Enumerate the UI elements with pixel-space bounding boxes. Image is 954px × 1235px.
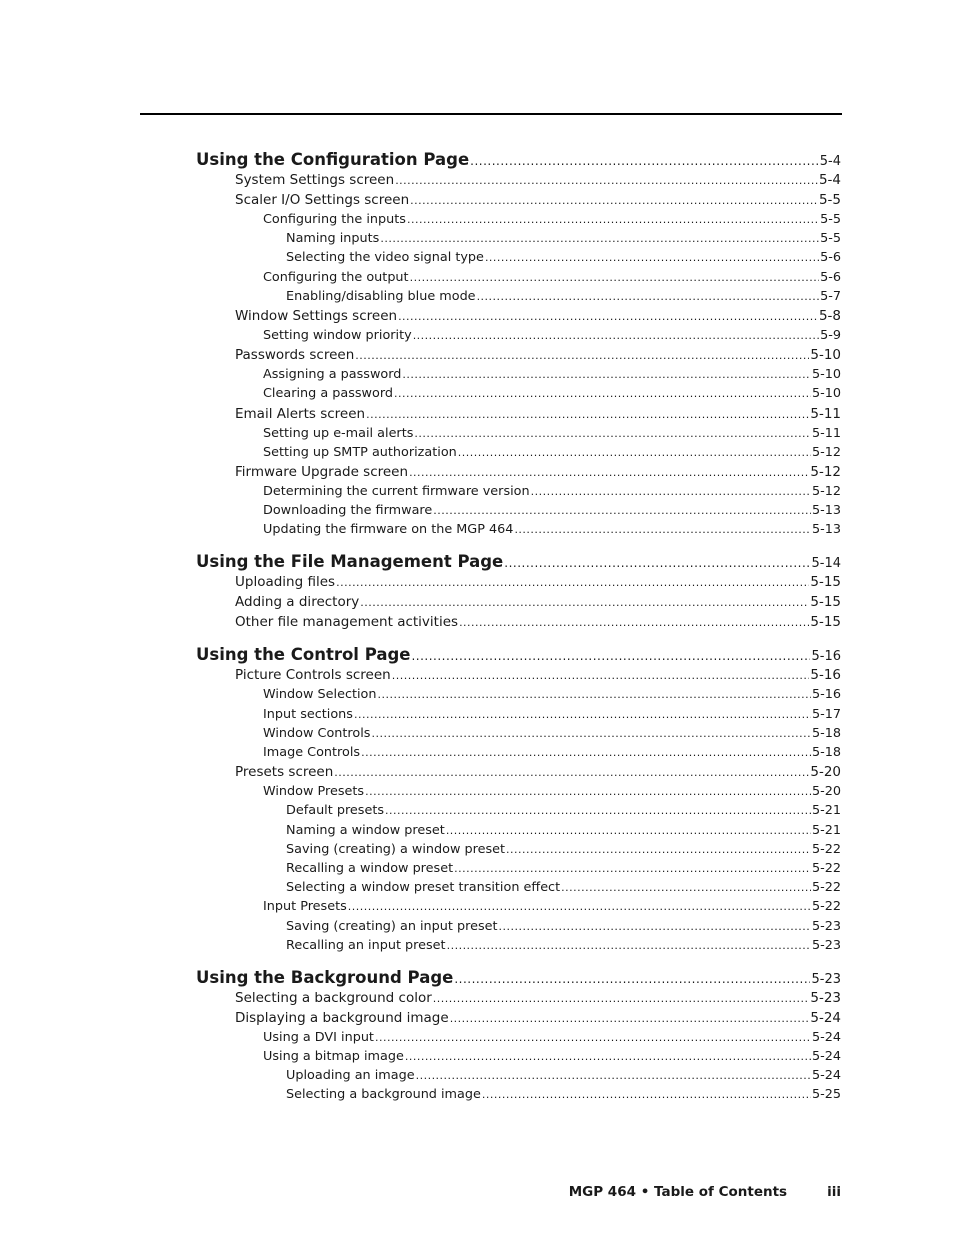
dot-leader [402,365,811,384]
toc-entry-title: Window Selection [263,687,377,703]
toc-entry-page: 5-4 [819,154,841,169]
toc-entry[interactable] [196,424,841,443]
dot-leader [334,762,809,783]
dot-leader [477,287,820,306]
dot-leader [506,840,811,859]
toc-entry-page: 5-11 [810,405,841,422]
toc-entry[interactable] [196,170,841,190]
toc-entry-title: Window Settings screen [235,307,398,324]
footer-page-number: iii [827,1184,841,1200]
dot-leader [459,612,809,633]
toc-entry-page: 5-13 [811,503,841,519]
toc-entry-title: Adding a directory [235,594,360,611]
dot-leader [385,801,811,820]
toc-entry[interactable] [196,572,841,592]
dot-leader [410,268,820,287]
dot-leader [354,705,811,724]
dot-leader [561,878,811,897]
toc-entry-title: Setting up SMTP authorization [263,444,457,460]
toc-entry[interactable] [196,801,841,820]
toc-entry-page: 5-23 [810,989,841,1006]
toc-entry-page: 5-6 [820,269,841,285]
toc-entry-title: Using the Configuration Page [196,150,470,169]
dot-leader [411,645,810,666]
toc-entry-page: 5-13 [811,522,841,538]
dot-leader [433,501,811,520]
toc-entry-page: 5-22 [811,880,841,896]
toc-entry-page: 5-12 [811,444,841,460]
page-footer [500,1184,841,1200]
toc-entry-title: Configuring the inputs [263,212,406,227]
toc-entry[interactable] [196,501,841,520]
dot-leader [454,859,811,878]
toc-entry[interactable] [196,210,841,229]
toc-entry-page: 5-5 [818,192,841,208]
toc-entry-page: 5-16 [811,649,841,665]
top-rule [140,113,842,115]
toc-entry[interactable] [196,268,841,287]
dot-leader [375,1028,811,1047]
toc-entry-page: 5-23 [811,918,841,934]
toc-entry-title: Selecting a background image [286,1087,481,1103]
toc-entry[interactable] [196,821,841,840]
dot-leader [355,345,809,366]
toc-entry-page: 5-5 [820,231,841,247]
toc-entry-page: 5-22 [811,860,841,876]
toc-entry-page: 5-20 [810,764,841,781]
toc-entry[interactable] [196,988,841,1008]
toc-entry[interactable] [196,384,841,403]
toc-entry-title: Displaying a background image [235,1009,449,1026]
toc-entry-page: 5-9 [820,327,841,343]
toc-entry-page: 5-18 [811,725,841,741]
toc-entry[interactable] [196,897,841,916]
toc-entry[interactable] [196,1066,841,1085]
toc-entry-page: 5-23 [811,937,841,953]
toc-entry-title: Selecting a window preset transition effect [286,880,561,896]
dot-leader [392,665,810,686]
toc-entry[interactable] [196,482,841,501]
toc-entry[interactable] [196,859,841,878]
toc-section-heading[interactable] [196,968,841,988]
footer-document-title: MGP 464 • Table of Contents [568,1184,788,1200]
toc-entry[interactable] [196,229,841,248]
toc-entry[interactable] [196,762,841,782]
toc-entry[interactable] [196,287,841,306]
toc-entry-title: Window Presets [263,784,365,800]
toc-entry[interactable] [196,248,841,267]
toc-entry-page: 5-10 [811,367,841,383]
toc-entry-page: 5-4 [818,172,841,188]
dot-leader [394,384,811,403]
toc-entry-title: Firmware Upgrade screen [235,463,409,480]
toc-entry-page: 5-16 [811,687,841,703]
dot-leader [414,424,811,443]
toc-entry-page: 5-11 [811,425,841,441]
dot-leader [416,1066,811,1085]
dot-leader [407,210,819,229]
toc-entry-title: System Settings screen [235,172,395,188]
toc-entry-page: 5-24 [811,1049,841,1065]
toc-entry[interactable] [196,612,841,632]
toc-entry[interactable] [196,592,841,612]
toc-entry-title: Setting window priority [263,327,412,343]
toc-entry[interactable] [196,1085,841,1104]
toc-entry-title: Image Controls [263,745,361,760]
toc-entry-title: Assigning a password [263,367,402,383]
dot-leader [470,150,819,171]
dot-leader [454,968,810,989]
dot-leader [413,326,819,345]
dot-leader [405,1047,811,1066]
dot-leader [348,897,811,916]
toc-entry-title: Recalling a window preset [286,860,454,876]
toc-entry-title: Using the File Management Page [196,552,504,572]
toc-entry-title: Downloading the firmware [263,503,433,519]
toc-entry[interactable] [196,1008,841,1028]
toc-entry[interactable] [196,840,841,859]
toc-entry[interactable] [196,326,841,345]
toc-entry-page: 5-8 [818,307,841,324]
dot-leader [446,821,811,840]
toc-entry-page: 5-22 [811,899,841,915]
toc-section-heading[interactable] [196,552,841,572]
toc-entry-title: Other file management activities [235,614,459,631]
toc-entry[interactable] [196,443,841,462]
toc-entry-page: 5-12 [810,463,841,480]
toc-entry-title: Setting up e-mail alerts [263,425,414,441]
toc-entry[interactable] [196,705,841,724]
dot-leader [336,572,809,593]
toc-entry-title: Uploading an image [286,1068,415,1084]
toc-entry-page: 5-25 [811,1087,841,1103]
toc-entry-title: Using the Background Page [196,967,454,987]
toc-entry-title: Selecting the video signal type [286,250,484,266]
toc-entry-page: 5-23 [811,971,841,987]
toc-entry-title: Input sections [263,706,353,722]
toc-entry-page: 5-10 [811,386,841,402]
toc-entry[interactable] [196,685,841,704]
dot-leader [447,936,811,955]
toc-entry[interactable] [196,190,841,210]
toc-entry-title: Email Alerts screen [235,405,366,422]
dot-leader [485,248,819,267]
toc-entry[interactable] [196,878,841,897]
dot-leader [514,520,811,539]
toc-entry-title: Selecting a background color [235,989,432,1006]
toc-entry[interactable] [196,1047,841,1066]
dot-leader [410,190,818,211]
toc-entry-title: Passwords screen [235,347,355,364]
toc-entry[interactable] [196,520,841,539]
dot-leader [378,685,811,704]
dot-leader [380,229,819,248]
toc-entry-page: 5-6 [820,250,841,266]
toc-section-heading[interactable] [196,150,841,170]
toc-entry[interactable] [196,345,841,365]
toc-entry-title: Window Controls [263,725,371,741]
toc-entry[interactable] [196,782,841,801]
dot-leader [499,917,811,936]
toc-entry-page: 5-22 [811,841,841,857]
toc-entry-page: 5-24 [810,1009,841,1026]
toc-entry[interactable] [196,936,841,955]
toc-entry[interactable] [196,1028,841,1047]
toc-entry-title: Picture Controls screen [235,667,391,684]
toc-entry-page: 5-10 [810,347,841,364]
toc-entry-title: Configuring the output [263,269,409,285]
toc-entry-title: Presets screen [235,764,334,781]
table-of-contents [196,150,841,1105]
toc-entry[interactable] [196,665,841,685]
toc-entry[interactable] [196,462,841,482]
toc-entry-page: 5-15 [810,594,841,611]
dot-leader [365,782,811,801]
toc-entry-page: 5-24 [811,1068,841,1084]
toc-entry[interactable] [196,306,841,326]
toc-entry-title: Naming inputs [286,231,380,247]
toc-entry-page: 5-12 [811,483,841,499]
toc-entry-title: Determining the current firmware version [263,483,530,499]
toc-entry-title: Saving (creating) a window preset [286,841,506,857]
toc-entry[interactable] [196,365,841,384]
dot-leader [395,170,818,191]
toc-entry-page: 5-21 [811,822,841,838]
toc-entry-page: 5-24 [811,1029,841,1045]
toc-entry-page: 5-15 [810,574,841,591]
toc-entry-page: 5-17 [811,706,841,722]
toc-entry-page: 5-21 [811,803,841,819]
dot-leader [433,988,810,1009]
toc-entry-page: 5-5 [820,212,841,227]
toc-entry-page: 5-14 [811,556,841,572]
toc-section-heading[interactable] [196,645,841,665]
toc-entry-title: Input Presets [263,899,347,915]
toc-entry-title: Using the Control Page [196,645,411,665]
dot-leader [458,443,811,462]
toc-entry-title: Clearing a password [263,386,393,402]
dot-leader [450,1008,810,1029]
toc-entry-page: 5-18 [811,745,841,760]
dot-leader [360,592,809,613]
dot-leader [531,482,811,501]
toc-entry[interactable] [196,917,841,936]
toc-entry-title: Enabling/disabling blue mode [286,288,476,304]
dot-leader [366,404,809,425]
toc-entry[interactable] [196,724,841,743]
toc-entry-title: Default presets [286,803,385,819]
toc-entry-title: Using a bitmap image [263,1049,404,1065]
toc-entry-page: 5-16 [810,667,841,684]
toc-entry-title: Using a DVI input [263,1029,374,1045]
dot-leader [482,1085,811,1104]
toc-entry-title: Uploading files [235,574,336,591]
toc-entry[interactable] [196,404,841,424]
toc-entry-page: 5-7 [820,288,841,304]
dot-leader [361,743,811,762]
toc-entry-title: Updating the firmware on the MGP 464 [263,522,514,538]
toc-entry-title: Naming a window preset [286,822,445,838]
toc-entry-page: 5-15 [810,614,841,631]
toc-entry[interactable] [196,743,841,762]
dot-leader [409,462,809,483]
toc-entry-page: 5-20 [811,784,841,800]
toc-entry-title: Recalling an input preset [286,937,446,953]
toc-entry-title: Saving (creating) an input preset [286,918,498,934]
toc-entry-title: Scaler I/O Settings screen [235,192,410,208]
dot-leader [504,552,810,573]
dot-leader [371,724,811,743]
dot-leader [398,306,818,327]
